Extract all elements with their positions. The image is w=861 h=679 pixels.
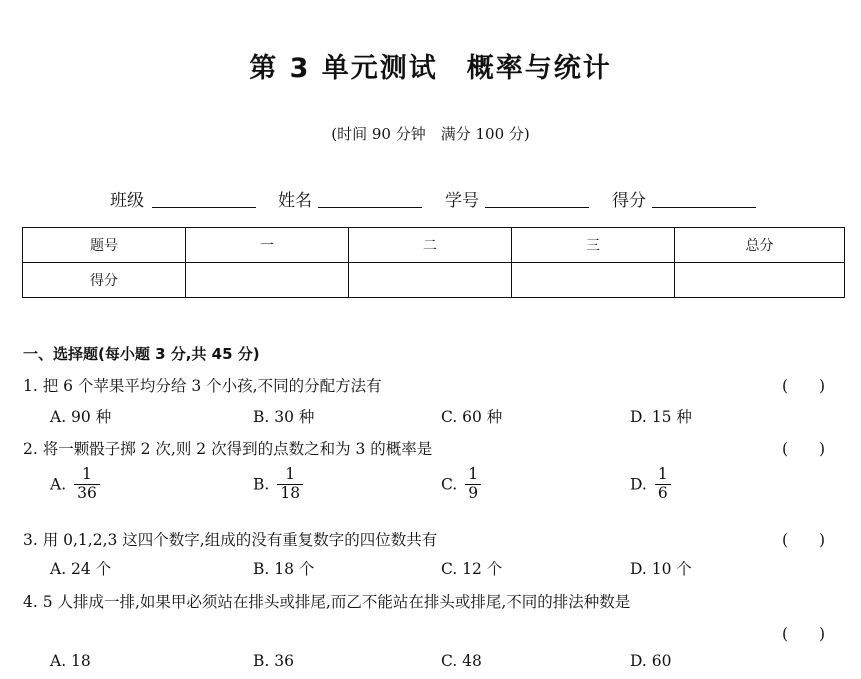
score-table — [22, 227, 845, 298]
score-cell[interactable] — [512, 263, 675, 298]
option-b: B. 18 个 — [253, 560, 315, 578]
table-row — [23, 263, 845, 298]
option-c: C. 48 — [441, 652, 482, 670]
option-b — [253, 466, 303, 503]
option-b: B. 36 — [253, 652, 294, 670]
table-header-row — [23, 228, 845, 263]
option-c — [441, 466, 481, 503]
denominator: 18 — [277, 484, 303, 503]
option-letter: A. — [50, 475, 67, 494]
exam-time-info: (时间 90 分钟 满分 100 分) — [331, 125, 530, 143]
numerator: 1 — [82, 465, 92, 483]
class-label: 班级 — [110, 191, 144, 211]
question-3-text: 3. 用 0,1,2,3 这四个数字,组成的没有重复数字的四位数共有 — [23, 531, 438, 549]
class-blank[interactable] — [152, 207, 256, 208]
score-cell[interactable] — [349, 263, 512, 298]
score-label: 得分 — [612, 191, 646, 211]
denominator: 6 — [655, 484, 671, 503]
option-c: C. 60 种 — [441, 408, 503, 426]
fraction — [277, 466, 303, 503]
option-a — [50, 466, 100, 503]
question-2-text: 2. 将一颗骰子掷 2 次,则 2 次得到的点数之和为 3 的概率是 — [23, 440, 433, 458]
option-letter: C. — [441, 475, 458, 494]
option-d: D. 15 种 — [630, 408, 692, 426]
option-letter: D. — [630, 475, 647, 494]
student-id-label: 学号 — [445, 191, 479, 211]
fraction — [74, 466, 100, 503]
option-a: A. 90 种 — [50, 408, 112, 426]
option-d: D. 10 个 — [630, 560, 692, 578]
denominator: 36 — [74, 484, 100, 503]
fraction — [655, 466, 671, 503]
denominator: 9 — [465, 484, 481, 503]
option-letter: B. — [253, 475, 270, 494]
option-b: B. 30 种 — [253, 408, 315, 426]
score-cell[interactable] — [675, 263, 845, 298]
option-d — [630, 466, 671, 503]
table-cell: 题号 — [23, 228, 186, 263]
numerator: 1 — [285, 465, 296, 483]
table-cell: 一 — [186, 228, 349, 263]
question-1-text: 1. 把 6 个苹果平均分给 3 个小孩,不同的分配方法有 — [23, 377, 382, 395]
fraction — [465, 466, 481, 503]
answer-blank-3[interactable]: ( ) — [782, 531, 826, 549]
score-blank[interactable] — [652, 207, 756, 208]
student-id-blank[interactable] — [485, 207, 589, 208]
table-cell: 总分 — [675, 228, 845, 263]
numerator: 1 — [657, 465, 668, 483]
table-cell: 三 — [512, 228, 675, 263]
score-cell[interactable] — [186, 263, 349, 298]
option-a: A. 24 个 — [50, 560, 112, 578]
numerator: 1 — [468, 465, 479, 483]
answer-blank-4[interactable]: ( ) — [782, 625, 826, 643]
option-a: A. 18 — [50, 652, 91, 670]
section-heading: 一、选择题(每小题 3 分,共 45 分) — [23, 345, 260, 363]
option-c: C. 12 个 — [441, 560, 503, 578]
answer-blank-2[interactable]: ( ) — [782, 440, 826, 458]
name-blank[interactable] — [318, 207, 422, 208]
option-d: D. 60 — [630, 652, 672, 670]
table-cell: 得分 — [23, 263, 186, 298]
name-label: 姓名 — [278, 191, 312, 211]
question-4-text: 4. 5 人排成一排,如果甲必须站在排头或排尾,而乙不能站在排头或排尾,不同的排法种数是 — [23, 593, 631, 611]
answer-blank-1[interactable]: ( ) — [782, 377, 826, 395]
table-cell: 二 — [349, 228, 512, 263]
page-title: 第 3 单元测试 概率与统计 — [249, 53, 612, 84]
